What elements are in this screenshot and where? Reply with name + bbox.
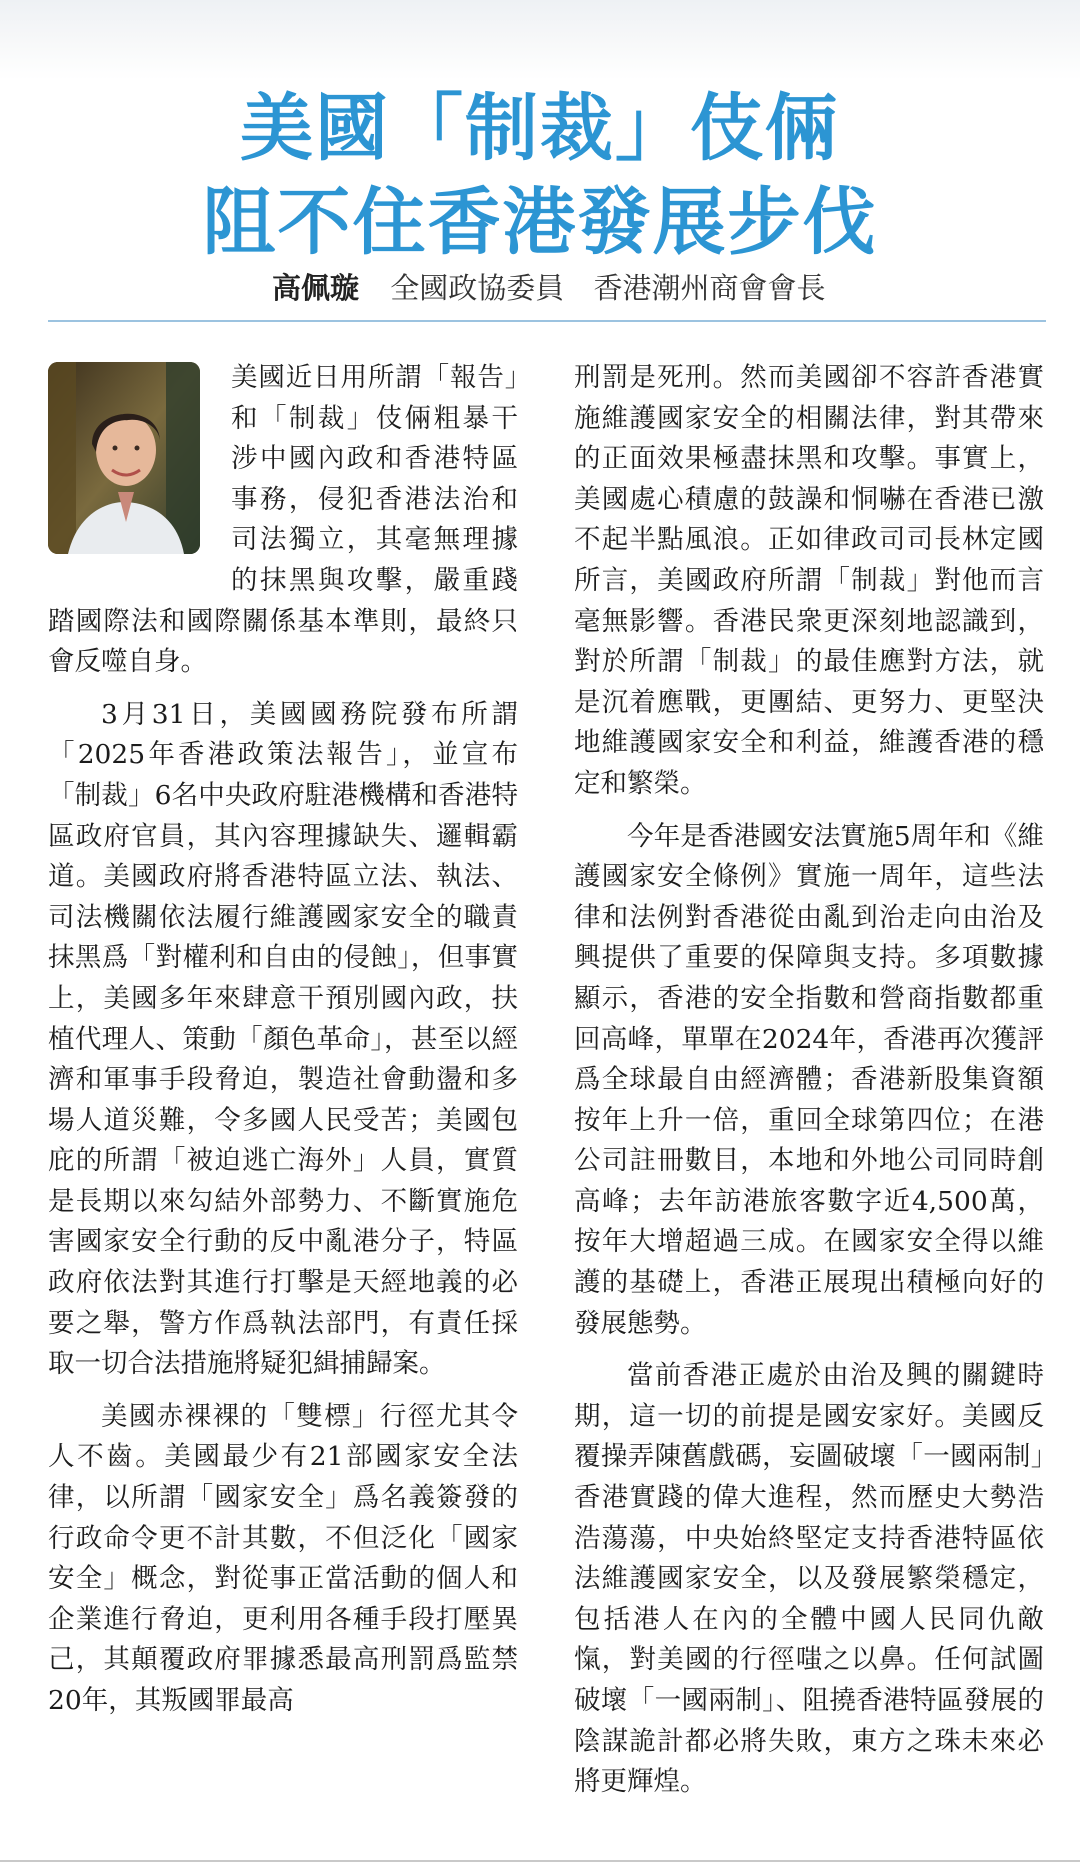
headline — [0, 82, 1080, 270]
article-paragraph: 今年是香港國安法實施5周年和《維護國家安全條例》實施一周年，這些法律和法例對香港從由亂到治走向由治及興提供了重要的保障與支持。多項數據顯示，香港的安全指數和營商指數都重回高峰，單單在2024年，香港再次獲評爲全球最自由經濟體；香港新股集資額按年上升一倍，重回全球第四位；在港公司註冊數目，本地和外地公司同時創高峰；去年訪港旅客數字近4,500萬，按年大增超過三成。在國家安全得以維護的基礎上，香港正展現出積極向好的發展態勢。 — [574, 820, 1044, 1339]
article-paragraph: 美國近日用所謂「報告」和「制裁」伎倆粗暴干涉中國內政和香港特區事務，侵犯香港法治和司法獨立，其毫無理據的抹黑與攻擊，嚴重踐踏國際法和國際關係基本準則，最終只會反噬自身。 — [48, 362, 518, 678]
article-column-right — [574, 358, 1044, 1815]
article-paragraph: 當前香港正處於由治及興的關鍵時期，這一切的前提是國安家好。美國反覆操弄陳舊戲碼，妄圖破壞「一國兩制」香港實踐的偉大進程，然而歷史大勢浩浩蕩蕩，中央始終堅定支持香港特區依法維護國家安全，以及發展繁榮穩定，包括港人在內的全體中國人民同仇敵愾，對美國的行徑嗤之以鼻。任何試圖破壞「一國兩制」、阻撓香港特區發展的陰謀詭計都必將失敗，東方之珠未來必將更輝煌。 — [574, 1360, 1044, 1798]
author-name: 高佩璇 — [272, 271, 360, 305]
author-title: 全國政協委員 — [390, 271, 565, 305]
header-divider — [48, 320, 1046, 322]
article-paragraph: 美國赤裸裸的「雙標」行徑尤其令人不齒。美國最少有21部國家安全法律，以所謂「國家安全」爲名義簽發的行政命令更不計其數，不但泛化「國家安全」概念，對從事正當活動的個人和企業進行脅迫，更利用各種手段打壓異己，其顛覆政府罪據悉最高刑罰爲監禁20年，其叛國罪最高 — [48, 1400, 518, 1716]
photo-wrap-space — [48, 358, 231, 596]
article-paragraph: 刑罰是死刑。然而美國卻不容許香港實施維護國家安全的相關法律，對其帶來的正面效果極盡抹黑和攻擊。事實上，美國處心積慮的鼓譟和恫嚇在香港已激不起半點風浪。正如律政司司長林定國所言，美國政府所謂「制裁」對他而言毫無影響。香港民衆更深刻地認識到，對於所謂「制裁」的最佳應對方法，就是沉着應戰，更團結、更努力、更堅決地維護國家安全和利益，維護香港的穩定和繁榮。 — [574, 362, 1044, 799]
article-paragraph: 3月31日，美國國務院發布所謂「2025年香港政策法報告」，並宣布「制裁」6名中央政府駐港機構和香港特區政府官員，其內容理據缺失、邏輯霸道。美國政府將香港特區立法、執法、司法機關依法履行維護國家安全的職責抹黑爲「對權利和自由的侵蝕」，但事實上，美國多年來肆意干預別國內政，扶植代理人、策動「顏色革命」，甚至以經濟和軍事手段脅迫，製造社會動盪和多場人道災難，令多國人民受苦；美國包庇的所謂「被迫逃亡海外」人員，實質是長期以來勾結外部勢力、不斷實施危害國家安全行動的反中亂港分子，特區政府依法對其進行打擊是天經地義的必要之舉，警方作爲執法部門，有責任採取一切合法措施將疑犯緝捕歸案。 — [48, 698, 518, 1380]
byline — [272, 266, 872, 307]
article-column-left — [48, 358, 518, 1734]
author-affiliation: 香港潮州商會會長 — [593, 271, 826, 305]
footer-divider — [0, 1860, 1080, 1862]
headline-line-2: 阻不住香港發展步伐 — [202, 180, 878, 265]
headline-line-1: 美國「制裁」伎倆 — [240, 86, 840, 171]
